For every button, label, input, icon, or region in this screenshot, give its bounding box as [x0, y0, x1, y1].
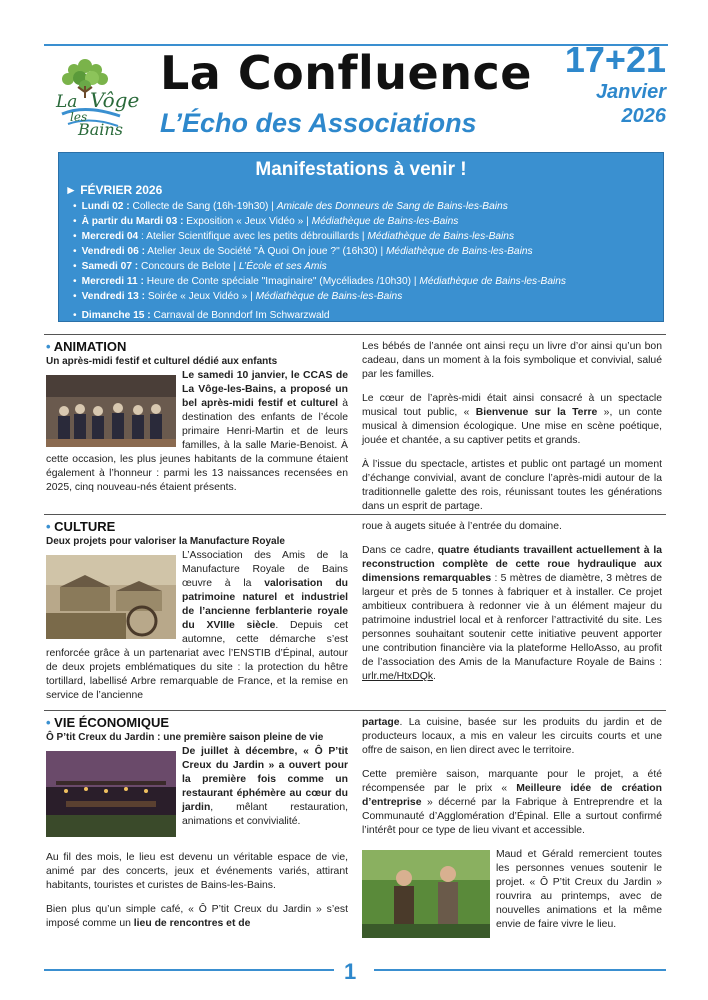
section-heading-eco: • VIE ÉCONOMIQUE	[46, 715, 170, 730]
garden-restaurant-photo	[46, 751, 176, 837]
eco-paragraph: Au fil des mois, le lieu est devenu un véritable espace de vie, animé par des concerts, jeux et événements variés, attirant habitants, touristes et curistes de Bains-les-Bains.	[46, 852, 348, 891]
eco-left-column: • VIE ÉCONOMIQUE Ô P’tit Creux du Jardin : une première saison pleine de vie De juillet à décembre, « Ô P’tit Creux du Jardin » a ouvert pour la première fois comme un restaurant éphémère au cœur du jardin, mêlant restauration, animations et convivialité. Au fil des mois, le lieu est devenu un véritable espace de vie, animé par des concerts, jeux et événements variés, attirant habitants, touristes et curistes de Bains-les-Bains. Bien plus qu’un simple café, « Ô P’tit Creux du Jardin » s’est imposé comme un lieu de rencontres et de	[46, 715, 348, 929]
culture-paragraph: Dans ce cadre, quatre étudiants travaillent actuellement à la reconstruction complète de cette roue hydraulique aux dimensions remarquables : 5 mètres de diamètre, 3 mètres de largeur et près de 5 tonnes à fabriquer et à installer. Ce projet ambitieux contribuera à redonner vie à un élément majeur du patrimoine industriel local et à renforcer l’attractivité du site. Les personnes souhaitant soutenir cette initiative peuvent apporter une contribution financière via la plateforme HelloAsso, au profit de l’association des Amis de la Manufacture Royale de Bains : urlr.me/HtxDQk.	[362, 545, 662, 682]
culture-subtitle: Deux projets pour valoriser la Manufacture Royale	[46, 536, 285, 547]
section-divider	[44, 334, 666, 335]
logo-text-les: les	[70, 110, 88, 124]
event-item: • Lundi 02 : Collecte de Sang (16h-19h30) | Amicale des Donneurs de Sang de Bains-les-Bains	[73, 199, 663, 214]
newsletter-subtitle: L’Écho des Associations	[160, 108, 477, 138]
helloasso-link[interactable]: urlr.me/HtxDQk	[362, 671, 434, 682]
event-item: • Mercredi 04 : Atelier Scientifique avec les petits débrouillards | Médiathèque de Bains-les-Bains	[73, 229, 663, 244]
section-heading-culture: • CULTURE	[46, 519, 116, 534]
issue-dates	[565, 40, 666, 128]
animation-photo	[46, 375, 176, 447]
eco-paragraph: Maud et Gérald remercient toutes les personnes venues soutenir le projet. « Ô P’tit Creux du Jardin » rouvrira au printemps, avec de nouvelles animations et la même envie de faire vivre le lieu.	[496, 849, 662, 930]
issue-year: 2026	[621, 105, 666, 127]
event-item: • À partir du Mardi 03 : Exposition « Jeux Vidéo » | Médiathèque de Bains-les-Bains	[73, 214, 663, 229]
page-number: 1	[344, 959, 357, 984]
event-item: • Mercredi 11 : Heure de Conte spéciale "Imaginaire" (Mycéliades /10h30) | Médiathèque de Bains-les-Bains	[73, 274, 663, 289]
culture-paragraph: roue à augets située à l’entrée du domaine.	[362, 521, 562, 532]
issue-days: 17+21	[564, 39, 666, 80]
events-month: ► FÉVRIER 2026	[65, 183, 163, 197]
eco-subtitle: Ô P’tit Creux du Jardin : une première saison pleine de vie	[46, 732, 324, 743]
logo-text-voge: Vôge	[90, 88, 140, 112]
events-list	[59, 199, 663, 323]
footer-rule-right	[374, 969, 666, 971]
upcoming-events-box	[58, 152, 664, 322]
event-item: • Vendredi 06 : Atelier Jeux de Société "À Quoi On joue ?" (16h30) | Médiathèque de Bains-les-Bains	[73, 244, 663, 259]
eco-paragraph: Cette première saison, marquante pour le projet, a été récompensée par le prix « Meilleure idée de création d’entreprise » décerné par la Fabrique à Entreprendre et la Communauté d’Agglomération d’Épinal. Elle a surtout confirmé l’intérêt pour ce type de lieu vivant et accessible.	[362, 769, 662, 836]
logo	[40, 52, 150, 142]
animation-paragraph: À l’issue du spectacle, artistes et public ont partagé un moment d’échange convivial, avant de conclure l’après-midi autour de la traditionnelle galette des rois, réunissant toutes les générations dans un esprit de partage.	[362, 459, 662, 512]
events-heading: Manifestations à venir !	[255, 159, 467, 180]
section-heading-animation: • ANIMATION	[46, 339, 127, 354]
animation-right-column	[362, 340, 662, 514]
culture-left-column: • CULTURE Deux projets pour valoriser la Manufacture Royale L’Association des Amis de la Manufacture Royale de Bains œuvre à la valorisation du patrimoine naturel et industriel de l’ancienne ferblanterie royale du XVIIIe siècle. Depuis cet automne, cette démarche s’est renforcée grâce à un partenariat avec l’ENSTIB d’Épinal, autour de deux projets emblématiques du site : la protection du hêtre tortillard, labellisé Arbre remarquable de France, et la remise en service de l’ancienne	[46, 519, 349, 701]
newsletter-title: La Confluence	[160, 46, 532, 100]
section-divider	[44, 710, 666, 711]
culture-right-column	[362, 520, 662, 684]
event-item: • Vendredi 13 : Soirée « Jeux Vidéo » | Médiathèque de Bains-les-Bains	[73, 289, 663, 304]
owners-photo	[362, 850, 490, 938]
eco-right-column	[362, 716, 662, 938]
event-item: • Dimanche 15 : Carnaval de Bonndorf Im Schwarzwald	[73, 308, 663, 323]
logo-text-la: La	[56, 92, 78, 112]
section-divider	[44, 514, 666, 515]
eco-paragraph: partage. La cuisine, basée sur les produits du jardin et de producteurs locaux, a mis en valeur les circuits courts et une offre de saison, en lien direct avec le territoire.	[362, 717, 662, 756]
animation-subtitle: Un après-midi festif et culturel dédié aux enfants	[46, 356, 278, 367]
animation-paragraph: Le cœur de l’après-midi était ainsi consacré à un spectacle musical tout public, « Bienvenue sur la Terre », un conte musical à dimension écologique. Une mise en scène poétique, jouée et chantée, a su captiver petits et grands.	[362, 393, 662, 446]
manufacture-photo	[46, 555, 176, 639]
issue-month: Janvier	[595, 81, 666, 103]
event-item: • Samedi 07 : Concours de Belote | L’École et ses Amis	[73, 259, 663, 274]
animation-paragraph: Les bébés de l’année ont ainsi reçu un livre d’or ainsi qu’un bon cadeau, dans un moment à la fois symbolique et convivial, salué par les familles.	[362, 341, 662, 380]
eco-paragraph: Bien plus qu’un simple café, « Ô P’tit Creux du Jardin » s’est imposé comme un lieu de rencontres et de	[46, 904, 348, 929]
logo-text-bains: Bains	[78, 120, 123, 139]
footer-rule-left	[44, 969, 334, 971]
animation-left-column: • ANIMATION Un après-midi festif et culturel dédié aux enfants Le samedi 10 janvier, le CCAS de La Vôge-les-Bains, a proposé un bel après-midi festif et culturel à destination des enfants de l’école primaire Henri-Martin et de leurs familles, à la salle Marie-Benoist. À cette occasion, les plus jeunes habitants de la commune étaient également à l’honneur : parmi les 13 naissances recensées en 2025, cinq nouveau-nés étaient présents.	[46, 339, 348, 493]
